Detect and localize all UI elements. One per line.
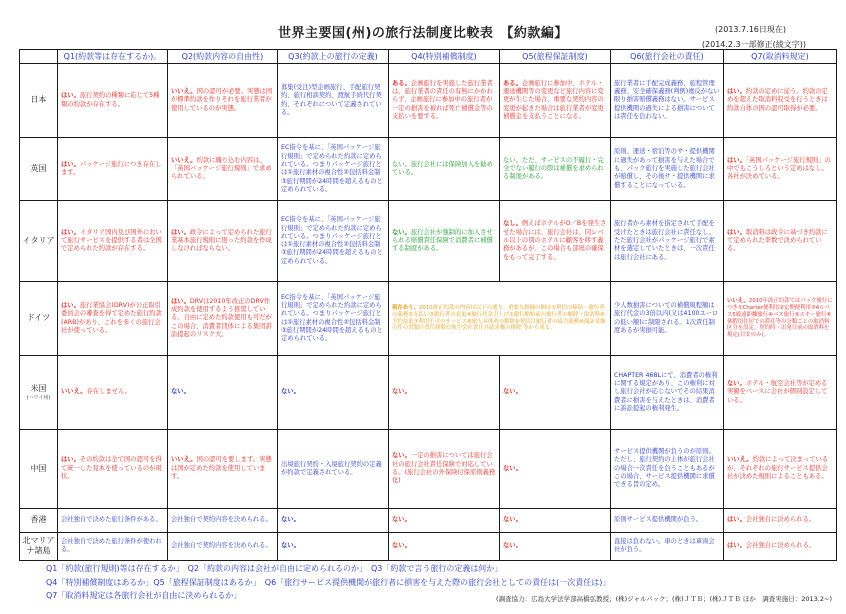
- answer-cell-q5: [500, 430, 611, 508]
- country-name: 香港: [30, 514, 47, 524]
- answer-text: EC指令を基に、「英国パッケージ旅行規則」で定められた約款に定められている。つまりパッケージ旅行とは①旅行素材の複合性②包括料金制③旅行期間が24時間を超えるものと定められている。: [281, 293, 383, 343]
- answer-text: パッケージ旅行につき存在します。: [61, 160, 162, 177]
- country-cell: [20, 356, 58, 430]
- answer-text: その約款は全て国の認可を得て統一した見本を使っているのが現状。: [61, 456, 162, 481]
- answer-cell-q7: [724, 356, 837, 430]
- answer-cell-q3: [278, 138, 389, 201]
- answer-text: 国の認可が必要。実態は国が標準約款を作りそれを旅行業者が使用しているのが実態。: [171, 88, 273, 112]
- answer-cell-q2: [168, 64, 278, 138]
- answer-verdict: はい。: [61, 301, 80, 309]
- survey-credit: (調査協力：広島大学法学部高橋弘教授；(株)ジャルパック；(株)ＪＴＢ；(株)ＪＴＢ ほか 調査実施日：2013.2~): [496, 595, 832, 603]
- answer-verdict: いいえ。: [727, 456, 753, 464]
- answer-cell-q5: [500, 532, 611, 560]
- legend-line: Q1「約款(旅行規則)等は存在するか」 Q2「約款の内容は会社が自由に定められるのか」 Q3「約款で言う旅行の定義は何か」: [46, 564, 503, 573]
- answer-text: 直接は負わない。車のときは車両会社が負う。: [614, 538, 715, 554]
- answer-cell-q4: [389, 356, 500, 430]
- answer-text: EC指令を基に、「英国パッケージ旅行規則」で定められた約款に定められている。つまりパッケージ旅行とは①旅行素材の複合性②包括料金制③旅行期間が24時間を超えるものと定められている。: [281, 144, 383, 193]
- answer-text: 国の認可を要します。実態は国が定めた約款を使用しています。: [171, 456, 272, 481]
- answer-cell-q1: [58, 430, 168, 508]
- answer-text: DRVは2010年改正のDRV作成約款を使用するよう推奨している。自由に定めた約款使用も可だがこの場合、消費者団体による集団訴訟提起のリスク大。: [171, 297, 272, 338]
- table-row: [20, 430, 837, 508]
- answer-cell-q3: [278, 532, 389, 560]
- answer-verdict: はい。: [727, 515, 746, 523]
- answer-verdict: なし。: [503, 220, 522, 228]
- answer-verdict: ない。: [281, 388, 300, 396]
- answer-cell-q4: [389, 508, 500, 532]
- answer-cell-q6: [611, 430, 724, 508]
- answer-cell-q7: [724, 508, 837, 532]
- answer-cell-q3: [278, 508, 389, 532]
- answer-verdict: はい。: [727, 228, 746, 236]
- answer-cell-q7: [724, 281, 837, 355]
- answer-cell-q2: [168, 508, 278, 532]
- answer-text: 「英国パッケージ旅行規則」の中でもこうしろという定めはなし。各社が決めている。: [727, 156, 831, 181]
- answer-cell-q6: [611, 532, 724, 560]
- answer-text: 取消料は政令に基づき約款にて定められた率数で決められている。: [727, 228, 828, 253]
- answer-text: CHAPTER 468Lにて、消費者の権利に関する規定があり、この権利に対し旅行会社が応じないでその結果消費者に損害を与えたときは、消費者に訴訟提起の権利発生。: [614, 371, 718, 413]
- answer-verdict: ある。: [503, 79, 522, 87]
- answer-text: ない。旅行会社には保険加入を勧めている。: [392, 160, 493, 177]
- answer-text: ホテル・航空会社等が定める実額をベースに会社が個別設定している。: [727, 380, 828, 404]
- answer-text: 会社独自に決められる。: [745, 515, 816, 523]
- answer-cell-q1: [58, 532, 168, 560]
- answer-cell-q6: [611, 138, 724, 201]
- answer-verdict: はい。: [61, 456, 80, 464]
- answer-text: 旅行契約の種類に応じて5種類の約款が存在する。: [61, 92, 160, 108]
- legend-line: Q4「特別補償制度はあるか」Q5「旅程保証制度はあるか」 Q6「旅行サービス提供機関が旅行者に損害を与えた際の旅行会社としての責任は(一次責任は)」: [46, 577, 611, 587]
- answer-text: 存在しません。: [86, 388, 132, 396]
- answer-text: 2010年改正約款ではパック旅行につき①Charter便利用②定期便利用③4ルパス5級遠距離旅行④バス旅行⑤スキー旅行⑥休暇用住居での滞在等の分類ごとの取消料区分を設定。契約時・出発日前の取消料を規定(目安のみ)。: [727, 298, 833, 338]
- answer-cell-q5: [500, 64, 611, 138]
- answer-verdict: ない。: [171, 388, 190, 396]
- country-name: 米国: [30, 384, 47, 394]
- table-row: [20, 281, 837, 355]
- table-row: [20, 201, 837, 282]
- answer-text: 会社独自で契約内容を決められる。: [171, 515, 272, 523]
- header-q3: Q3(約款上の旅行の定義): [278, 50, 389, 64]
- answer-verdict: ない。: [727, 380, 746, 388]
- header-q7: Q7(取消料規定): [724, 50, 837, 64]
- answer-cell-q4: [389, 201, 500, 282]
- page-title: 世界主要国(州)の旅行法制度比較表 【約款編】: [278, 26, 568, 41]
- country-name: 英国: [30, 163, 47, 173]
- table-row: [20, 532, 837, 560]
- country-name: 北マリアナ諸島: [22, 535, 55, 556]
- answer-cell-q4: [389, 138, 500, 201]
- answer-cell-q4: [389, 430, 500, 508]
- table-row: [20, 138, 837, 201]
- answer-verdict: いいえ。: [61, 388, 87, 396]
- answer-text: 2010改正約款の内容は以下の通り。重要な指摘の個は①契約の締結・旅行者の義務②支払い③旅行者の変更④旅行代金引上げ⑤旅行開始前の旅行者の解除・取消料⑥予約変更⑦利用不可のサービス⑧旅人具体者の解除⑨契約目旅行者の協力義務⑩保証金額の件の書類⑪責任制限⑫航空会社責任⑬請求権の排除 等から成る。: [392, 305, 606, 332]
- header-q6: Q6(旅行会社の責任): [611, 50, 724, 64]
- date-current: (2013.7.16日現在): [715, 25, 786, 34]
- answer-cell-q6: [611, 356, 724, 430]
- country-cell: [20, 508, 58, 532]
- answer-cell-q1: [58, 281, 168, 355]
- answer-cell-q5: [500, 356, 611, 430]
- answer-verdict: いいえ。: [727, 298, 749, 305]
- answer-text: EC指令を基に、「英国パッケージ旅行規則」で定められた約款に定められている。つまりパッケージ旅行とは①旅行素材の複合性②包括料金制③旅行期間が24時間を超えるものと定められている。: [281, 216, 383, 265]
- header-q1: Q1(約款等は存在するか)。: [58, 50, 168, 64]
- answer-verdict: ある。: [392, 79, 411, 87]
- answer-verdict: ない。: [281, 515, 300, 523]
- answer-cell-q2: [168, 138, 278, 201]
- header-row: [20, 50, 837, 64]
- country-subname: (ハワイ州): [26, 394, 51, 401]
- answer-verdict: いいえ。: [171, 156, 197, 164]
- country-cell: [20, 281, 58, 355]
- header-q4: Q4(特別補償制度): [389, 50, 500, 64]
- answer-cell-q1: [58, 201, 168, 282]
- answer-text: 旅行業協会(DRV)が公正取引委員会の審査を得て定めた旅行約款(ARB)があり、これを多くの旅行会社が使っている。: [61, 301, 162, 334]
- answer-text: 約款によって決まっているが、それぞれの旅行サービス提供会社が決めた規則によることもある。: [727, 456, 829, 481]
- answer-cell-q3: [278, 281, 389, 355]
- answer-cell-q4: [389, 64, 500, 138]
- date-revision: (2014.2.3一部修正(綾文字)): [701, 40, 806, 49]
- answer-text: 政令によって定められた旅行業基本旅行規則に則った約款を作成しなければならない。: [171, 228, 272, 253]
- answer-text: サービス提供機関が負うのが原則。ただし、旅行契約の主体が旅行会社の場合一次責任を負うこともあるがこの場合、サービス提供機関に求償できる旨の定め。: [614, 448, 715, 489]
- answer-verdict: はい。: [61, 160, 80, 168]
- comparison-table: [19, 49, 837, 561]
- answer-verdict: ない。: [503, 464, 522, 472]
- answer-verdict: いいえ。: [171, 88, 197, 96]
- answer-cell-q2: [168, 201, 278, 282]
- answer-cell-q1: [58, 138, 168, 201]
- answer-text: 会社独自で契約内容を決められる。: [171, 542, 272, 550]
- answer-cell-q4: [389, 532, 500, 560]
- answer-cell-q2: [168, 532, 278, 560]
- answer-cell-q5: [500, 508, 611, 532]
- answer-cell-q6: [611, 201, 724, 282]
- answer-cell-q7: [724, 532, 837, 560]
- answer-text: 企画旅行を実施した旅行業者は、旅行業者の責任の有無にかかわらず、企画旅行に参加中の旅行者が一定の損害を被れば死亡補償金等の支払いを要する。: [392, 79, 493, 120]
- answer-verdict: ない。: [281, 542, 300, 550]
- answer-verdict: ない。: [392, 388, 411, 396]
- answer-verdict: はい。: [727, 156, 746, 164]
- answer-text: 一定の損害については旅行会社の旅行会社責任保険で対応している。(旅行会社の外保険付保原則義務化): [392, 452, 496, 485]
- answer-text: 例えばホテルがO／Bを発生させた場合には、旅行会社は、同レベル以上の別のホテルに顧客を移す義務があるが、この場合も部屋の確保をもって完了する。: [503, 220, 607, 261]
- answer-cell-q3: [278, 356, 389, 430]
- answer-text: 少人数損害についての補償規程額は旅行代金の3倍以内(又は4100ユーロの低い額)に制限される。1次責任制度あるが実損可能。: [614, 301, 719, 334]
- answer-cell-q3: [278, 64, 389, 138]
- country-name: 日本: [30, 95, 47, 105]
- answer-verdict: ない。: [503, 388, 522, 396]
- answer-cell-q7: [724, 201, 837, 282]
- answer-cell-q5: [500, 138, 611, 201]
- country-name: 中国: [30, 463, 47, 473]
- answer-text: 企画旅行に参加中、ホテル・運送機関等の変更など旅行内容に変更が生じた場合、重要な契約内容の変更が起きた場合は旅行業者が変更補償金を支払うことになる。: [503, 79, 604, 120]
- answer-cell-q2: [168, 281, 278, 355]
- answer-verdict: いいえ。: [171, 456, 197, 464]
- answer-verdict: ない。: [392, 515, 411, 523]
- answer-verdict: 現存あり。: [392, 305, 419, 311]
- answer-text: 会社独自で決めた旅行条件が使われる。: [61, 538, 162, 554]
- answer-verdict: ない。: [392, 452, 411, 460]
- answer-verdict: ない。: [503, 515, 522, 523]
- answer-cell-q3: [278, 201, 389, 282]
- country-cell: [20, 201, 58, 282]
- table-row: [20, 508, 837, 532]
- answer-cell-q3: [278, 430, 389, 508]
- country-cell: [20, 532, 58, 560]
- answer-cell-q7: [724, 138, 837, 201]
- answer-cell-q6: [611, 64, 724, 138]
- answer-verdict: はい。: [171, 228, 190, 236]
- legend-line: Q7「取消料規定は各旅行会社が自由に決められるか」: [46, 591, 242, 600]
- answer-cell-q2: [168, 356, 278, 430]
- answer-text: ない。ただ、サービスの不履行・完全でない履行の際は補償を求められる制度がある。: [503, 156, 604, 181]
- table-header: [20, 50, 837, 64]
- country-cell: [20, 138, 58, 201]
- answer-text: イタリア国内及び国外において旅行サービスを提供する者は全国で定められた約款が存在する。: [61, 228, 162, 253]
- answer-verdict: はい。: [171, 297, 190, 305]
- answer-verdict: はい。: [727, 542, 746, 550]
- answer-text: 約款の定めに従う。約款の定めを超えた取消料収受を行うときは約款自体の国の認可取得が必要。: [727, 88, 828, 112]
- answer-verdict: はい。: [61, 228, 80, 236]
- country-cell: [20, 430, 58, 508]
- answer-cell-q2: [168, 430, 278, 508]
- answer-text: 旅行者から素材を指定されて手配を受けたときは旅行会社に責任なし。ただ旅行会社がパッケージ旅行で素材を選定していたときは、一次責任は旅行会社にある。: [614, 220, 715, 261]
- answer-cell-q6: [611, 281, 724, 355]
- answer-text: 募集(受注)型企画旅行、手配旅行契約、旅行相談契約、渡航手続代行契約、それぞれについて定義されている。: [281, 83, 382, 116]
- answer-text: 約款に織り込む内容は、「英国パッケージ旅行規則」で求められている。: [171, 156, 272, 181]
- header-q2: Q2(約款内容の自由性): [168, 50, 278, 64]
- answer-text: 会社独自で決めた旅行条件がある。: [61, 515, 162, 523]
- answer-text: 出境旅行契約・入境旅行契約の定義が約款で定義されている。: [281, 460, 382, 476]
- answer-cell-q4: [389, 281, 611, 355]
- answer-verdict: ない。: [392, 228, 411, 236]
- answer-cell-q1: [58, 64, 168, 138]
- answer-cell-q7: [724, 64, 837, 138]
- answer-cell-q1: [58, 356, 168, 430]
- answer-verdict: はい。: [61, 92, 80, 100]
- answer-cell-q7: [724, 430, 837, 508]
- country-name: イタリア: [22, 235, 55, 245]
- answer-text: 原則サービス提供機関が負う。: [614, 515, 703, 523]
- answer-verdict: ない。: [392, 542, 411, 550]
- answer-text: 旅行業者に手配完成義務、旅程管理義務、安全確保義務(判例)違反がない限り損害賠償義務はない。サービス提供機関の過失による損害については責任を負わない。: [614, 79, 720, 120]
- country-cell: [20, 64, 58, 138]
- answer-cell-q6: [611, 508, 724, 532]
- answer-cell-q5: [500, 201, 611, 282]
- answer-text: 旅行会社が強制的に加入させられる賠償責任保険で消費者に補償する制度がある。: [392, 228, 493, 253]
- answer-verdict: はい。: [727, 88, 746, 96]
- header-corner: [20, 50, 58, 64]
- answer-cell-q1: [58, 508, 168, 532]
- answer-verdict: ない。: [503, 542, 522, 550]
- header-q5: Q5(旅程保証制度): [500, 50, 611, 64]
- table-row: [20, 356, 837, 430]
- answer-text: 会社独自に決められる。: [745, 542, 816, 550]
- answer-text: 原則、運送・宿泊等のサ・提供機関に過失があって損害を与えた場合でも、パック旅行を実施した旅行会社が賠償し、その後サ・提供機関に求償することになっている。: [614, 148, 715, 189]
- country-name: ドイツ: [26, 313, 51, 323]
- table-row: [20, 64, 837, 138]
- table-body: [20, 64, 837, 561]
